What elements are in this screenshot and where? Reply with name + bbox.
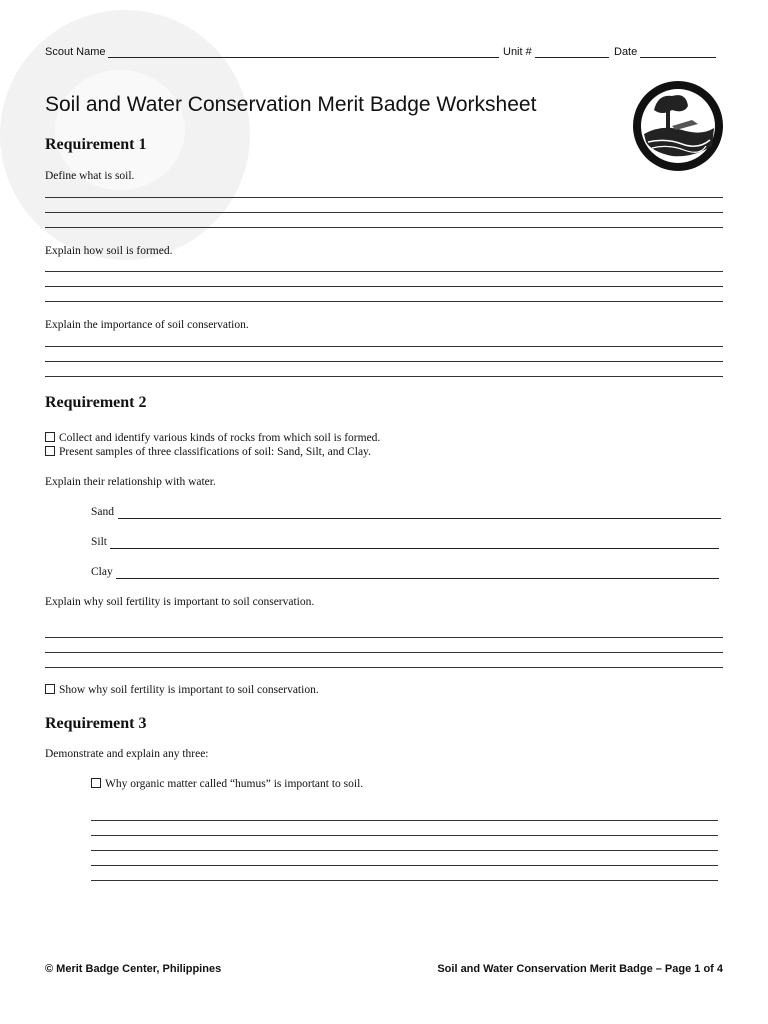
req2-checkbox-item: [45, 432, 380, 444]
unit-field[interactable]: [535, 57, 609, 58]
req2-checkbox-item: [45, 684, 319, 696]
req2-check-3-label: Show why soil fertility is important to soil conservation.: [59, 684, 319, 696]
req2-relationship-prompt: Explain their relationship with water.: [45, 476, 216, 488]
silt-answer-line[interactable]: [110, 548, 719, 549]
answer-line[interactable]: [45, 212, 723, 213]
footer-page-info: Soil and Water Conservation Merit Badge – Page 1 of 4: [437, 963, 723, 975]
answer-line[interactable]: [45, 346, 723, 347]
checkbox[interactable]: [45, 446, 55, 456]
req1-question-1: Define what is soil.: [45, 170, 135, 182]
req2-check-2-label: Present samples of three classifications of soil: Sand, Silt, and Clay.: [59, 446, 371, 458]
req2-fertility-prompt: Explain why soil fertility is important to soil conservation.: [45, 596, 315, 608]
requirement-2-heading: Requirement 2: [45, 394, 147, 411]
scout-name-label: Scout Name: [45, 46, 106, 58]
requirement-1-heading: Requirement 1: [45, 136, 147, 153]
clay-label: Clay: [91, 566, 113, 578]
req3-checkbox-item: [91, 778, 363, 790]
req1-question-2: Explain how soil is formed.: [45, 245, 173, 257]
answer-line[interactable]: [45, 227, 723, 228]
date-field[interactable]: [640, 57, 716, 58]
checkbox[interactable]: [91, 778, 101, 788]
answer-line[interactable]: [45, 301, 723, 302]
scout-name-field[interactable]: [108, 57, 499, 58]
answer-line[interactable]: [91, 880, 718, 881]
answer-line[interactable]: [45, 667, 723, 668]
answer-line[interactable]: [45, 197, 723, 198]
page-title: Soil and Water Conservation Merit Badge Worksheet: [45, 93, 537, 116]
footer-copyright: © Merit Badge Center, Philippines: [45, 963, 222, 975]
req2-check-1-label: Collect and identify various kinds of rocks from which soil is formed.: [59, 432, 381, 444]
sand-label: Sand: [91, 506, 114, 518]
answer-line[interactable]: [91, 865, 718, 866]
answer-line[interactable]: [91, 850, 718, 851]
checkbox[interactable]: [45, 432, 55, 442]
clay-answer-line[interactable]: [116, 578, 719, 579]
answer-line[interactable]: [91, 835, 718, 836]
answer-line[interactable]: [45, 652, 723, 653]
date-label: Date: [614, 46, 638, 58]
answer-line[interactable]: [45, 376, 723, 377]
requirement-3-heading: Requirement 3: [45, 715, 147, 732]
req3-prompt: Demonstrate and explain any three:: [45, 748, 209, 760]
silt-label: Silt: [91, 536, 107, 548]
background-watermark: [0, 10, 250, 260]
req1-question-3: Explain the importance of soil conservation.: [45, 319, 249, 331]
req2-checkbox-item: [45, 446, 371, 458]
answer-line[interactable]: [45, 361, 723, 362]
answer-line[interactable]: [45, 286, 723, 287]
answer-line[interactable]: [91, 820, 718, 821]
sand-answer-line[interactable]: [118, 518, 721, 519]
req3-check-1-label: Why organic matter called “humus” is important to soil.: [105, 778, 364, 790]
tree-landscape-seal-icon: [632, 80, 724, 172]
checkbox[interactable]: [45, 684, 55, 694]
answer-line[interactable]: [45, 637, 723, 638]
unit-label: Unit #: [503, 46, 532, 58]
answer-line[interactable]: [45, 271, 723, 272]
